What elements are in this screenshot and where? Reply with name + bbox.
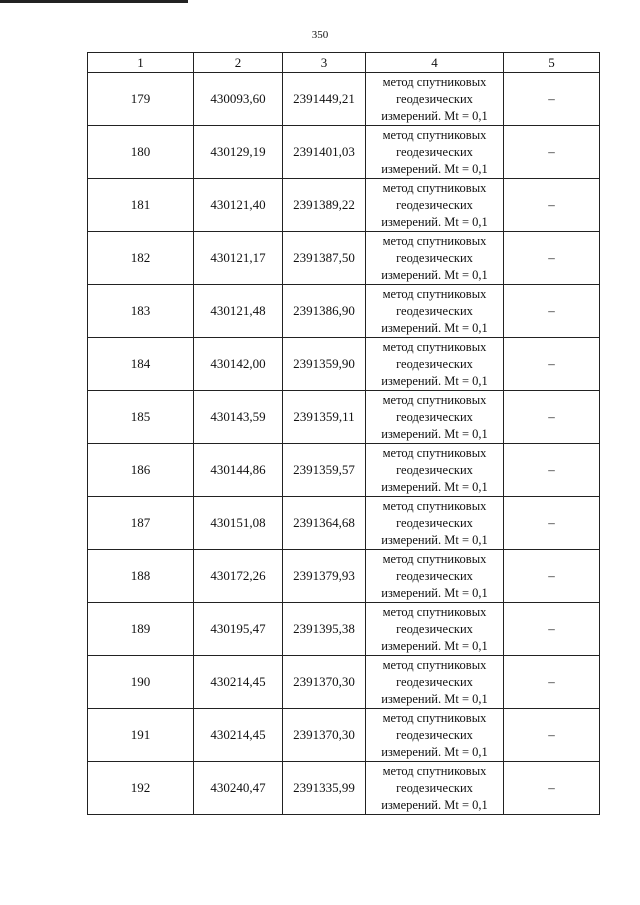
x-coordinate-cell: 430129,19	[194, 126, 283, 179]
column-header-5: 5	[504, 53, 600, 73]
x-coordinate-cell: 430240,47	[194, 762, 283, 815]
point-number-cell: 188	[88, 550, 194, 603]
method-cell: метод спутниковых геодезических измерений. Mt = 0,1	[366, 709, 504, 762]
x-coordinate-cell: 430093,60	[194, 73, 283, 126]
method-cell: метод спутниковых геодезических измерений. Mt = 0,1	[366, 179, 504, 232]
column-header-2: 2	[194, 53, 283, 73]
y-coordinate-cell: 2391386,90	[283, 285, 366, 338]
coordinates-table	[87, 52, 600, 815]
point-number-cell: 191	[88, 709, 194, 762]
top-rule	[0, 0, 188, 3]
page-number: 350	[311, 29, 329, 41]
y-coordinate-cell: 2391359,57	[283, 444, 366, 497]
point-number-cell: 179	[88, 73, 194, 126]
method-cell: метод спутниковых геодезических измерений. Mt = 0,1	[366, 762, 504, 815]
note-cell: –	[504, 497, 600, 550]
method-cell: метод спутниковых геодезических измерений. Mt = 0,1	[366, 603, 504, 656]
method-cell: метод спутниковых геодезических измерений. Mt = 0,1	[366, 73, 504, 126]
x-coordinate-cell: 430214,45	[194, 656, 283, 709]
method-cell: метод спутниковых геодезических измерений. Mt = 0,1	[366, 391, 504, 444]
table-row	[88, 550, 600, 603]
table-body	[88, 73, 600, 815]
y-coordinate-cell: 2391335,99	[283, 762, 366, 815]
x-coordinate-cell: 430172,26	[194, 550, 283, 603]
y-coordinate-cell: 2391401,03	[283, 126, 366, 179]
x-coordinate-cell: 430121,48	[194, 285, 283, 338]
column-header-4: 4	[366, 53, 504, 73]
table-row	[88, 603, 600, 656]
x-coordinate-cell: 430144,86	[194, 444, 283, 497]
table-row	[88, 444, 600, 497]
x-coordinate-cell: 430195,47	[194, 603, 283, 656]
note-cell: –	[504, 338, 600, 391]
table-row	[88, 126, 600, 179]
x-coordinate-cell: 430214,45	[194, 709, 283, 762]
method-cell: метод спутниковых геодезических измерений. Mt = 0,1	[366, 232, 504, 285]
x-coordinate-cell: 430121,17	[194, 232, 283, 285]
table-row	[88, 179, 600, 232]
y-coordinate-cell: 2391449,21	[283, 73, 366, 126]
y-coordinate-cell: 2391395,38	[283, 603, 366, 656]
x-coordinate-cell: 430142,00	[194, 338, 283, 391]
point-number-cell: 189	[88, 603, 194, 656]
point-number-cell: 192	[88, 762, 194, 815]
column-header-1: 1	[88, 53, 194, 73]
table-header-row	[88, 53, 600, 73]
y-coordinate-cell: 2391364,68	[283, 497, 366, 550]
method-cell: метод спутниковых геодезических измерений. Mt = 0,1	[366, 338, 504, 391]
note-cell: –	[504, 126, 600, 179]
table-row	[88, 285, 600, 338]
y-coordinate-cell: 2391389,22	[283, 179, 366, 232]
x-coordinate-cell: 430151,08	[194, 497, 283, 550]
method-cell: метод спутниковых геодезических измерений. Mt = 0,1	[366, 656, 504, 709]
point-number-cell: 184	[88, 338, 194, 391]
point-number-cell: 182	[88, 232, 194, 285]
point-number-cell: 183	[88, 285, 194, 338]
table-row	[88, 232, 600, 285]
method-cell: метод спутниковых геодезических измерений. Mt = 0,1	[366, 285, 504, 338]
point-number-cell: 180	[88, 126, 194, 179]
table-row	[88, 709, 600, 762]
method-cell: метод спутниковых геодезических измерений. Mt = 0,1	[366, 126, 504, 179]
note-cell: –	[504, 550, 600, 603]
note-cell: –	[504, 73, 600, 126]
y-coordinate-cell: 2391387,50	[283, 232, 366, 285]
method-cell: метод спутниковых геодезических измерений. Mt = 0,1	[366, 550, 504, 603]
y-coordinate-cell: 2391359,90	[283, 338, 366, 391]
table-row	[88, 338, 600, 391]
method-cell: метод спутниковых геодезических измерений. Mt = 0,1	[366, 444, 504, 497]
point-number-cell: 185	[88, 391, 194, 444]
column-header-3: 3	[283, 53, 366, 73]
note-cell: –	[504, 285, 600, 338]
point-number-cell: 181	[88, 179, 194, 232]
table-row	[88, 391, 600, 444]
point-number-cell: 187	[88, 497, 194, 550]
note-cell: –	[504, 762, 600, 815]
table-row	[88, 762, 600, 815]
point-number-cell: 186	[88, 444, 194, 497]
x-coordinate-cell: 430143,59	[194, 391, 283, 444]
y-coordinate-cell: 2391379,93	[283, 550, 366, 603]
note-cell: –	[504, 232, 600, 285]
note-cell: –	[504, 603, 600, 656]
table-row	[88, 73, 600, 126]
note-cell: –	[504, 656, 600, 709]
x-coordinate-cell: 430121,40	[194, 179, 283, 232]
note-cell: –	[504, 179, 600, 232]
y-coordinate-cell: 2391370,30	[283, 656, 366, 709]
y-coordinate-cell: 2391370,30	[283, 709, 366, 762]
y-coordinate-cell: 2391359,11	[283, 391, 366, 444]
point-number-cell: 190	[88, 656, 194, 709]
note-cell: –	[504, 709, 600, 762]
note-cell: –	[504, 391, 600, 444]
note-cell: –	[504, 444, 600, 497]
table-row	[88, 497, 600, 550]
method-cell: метод спутниковых геодезических измерений. Mt = 0,1	[366, 497, 504, 550]
table-row	[88, 656, 600, 709]
